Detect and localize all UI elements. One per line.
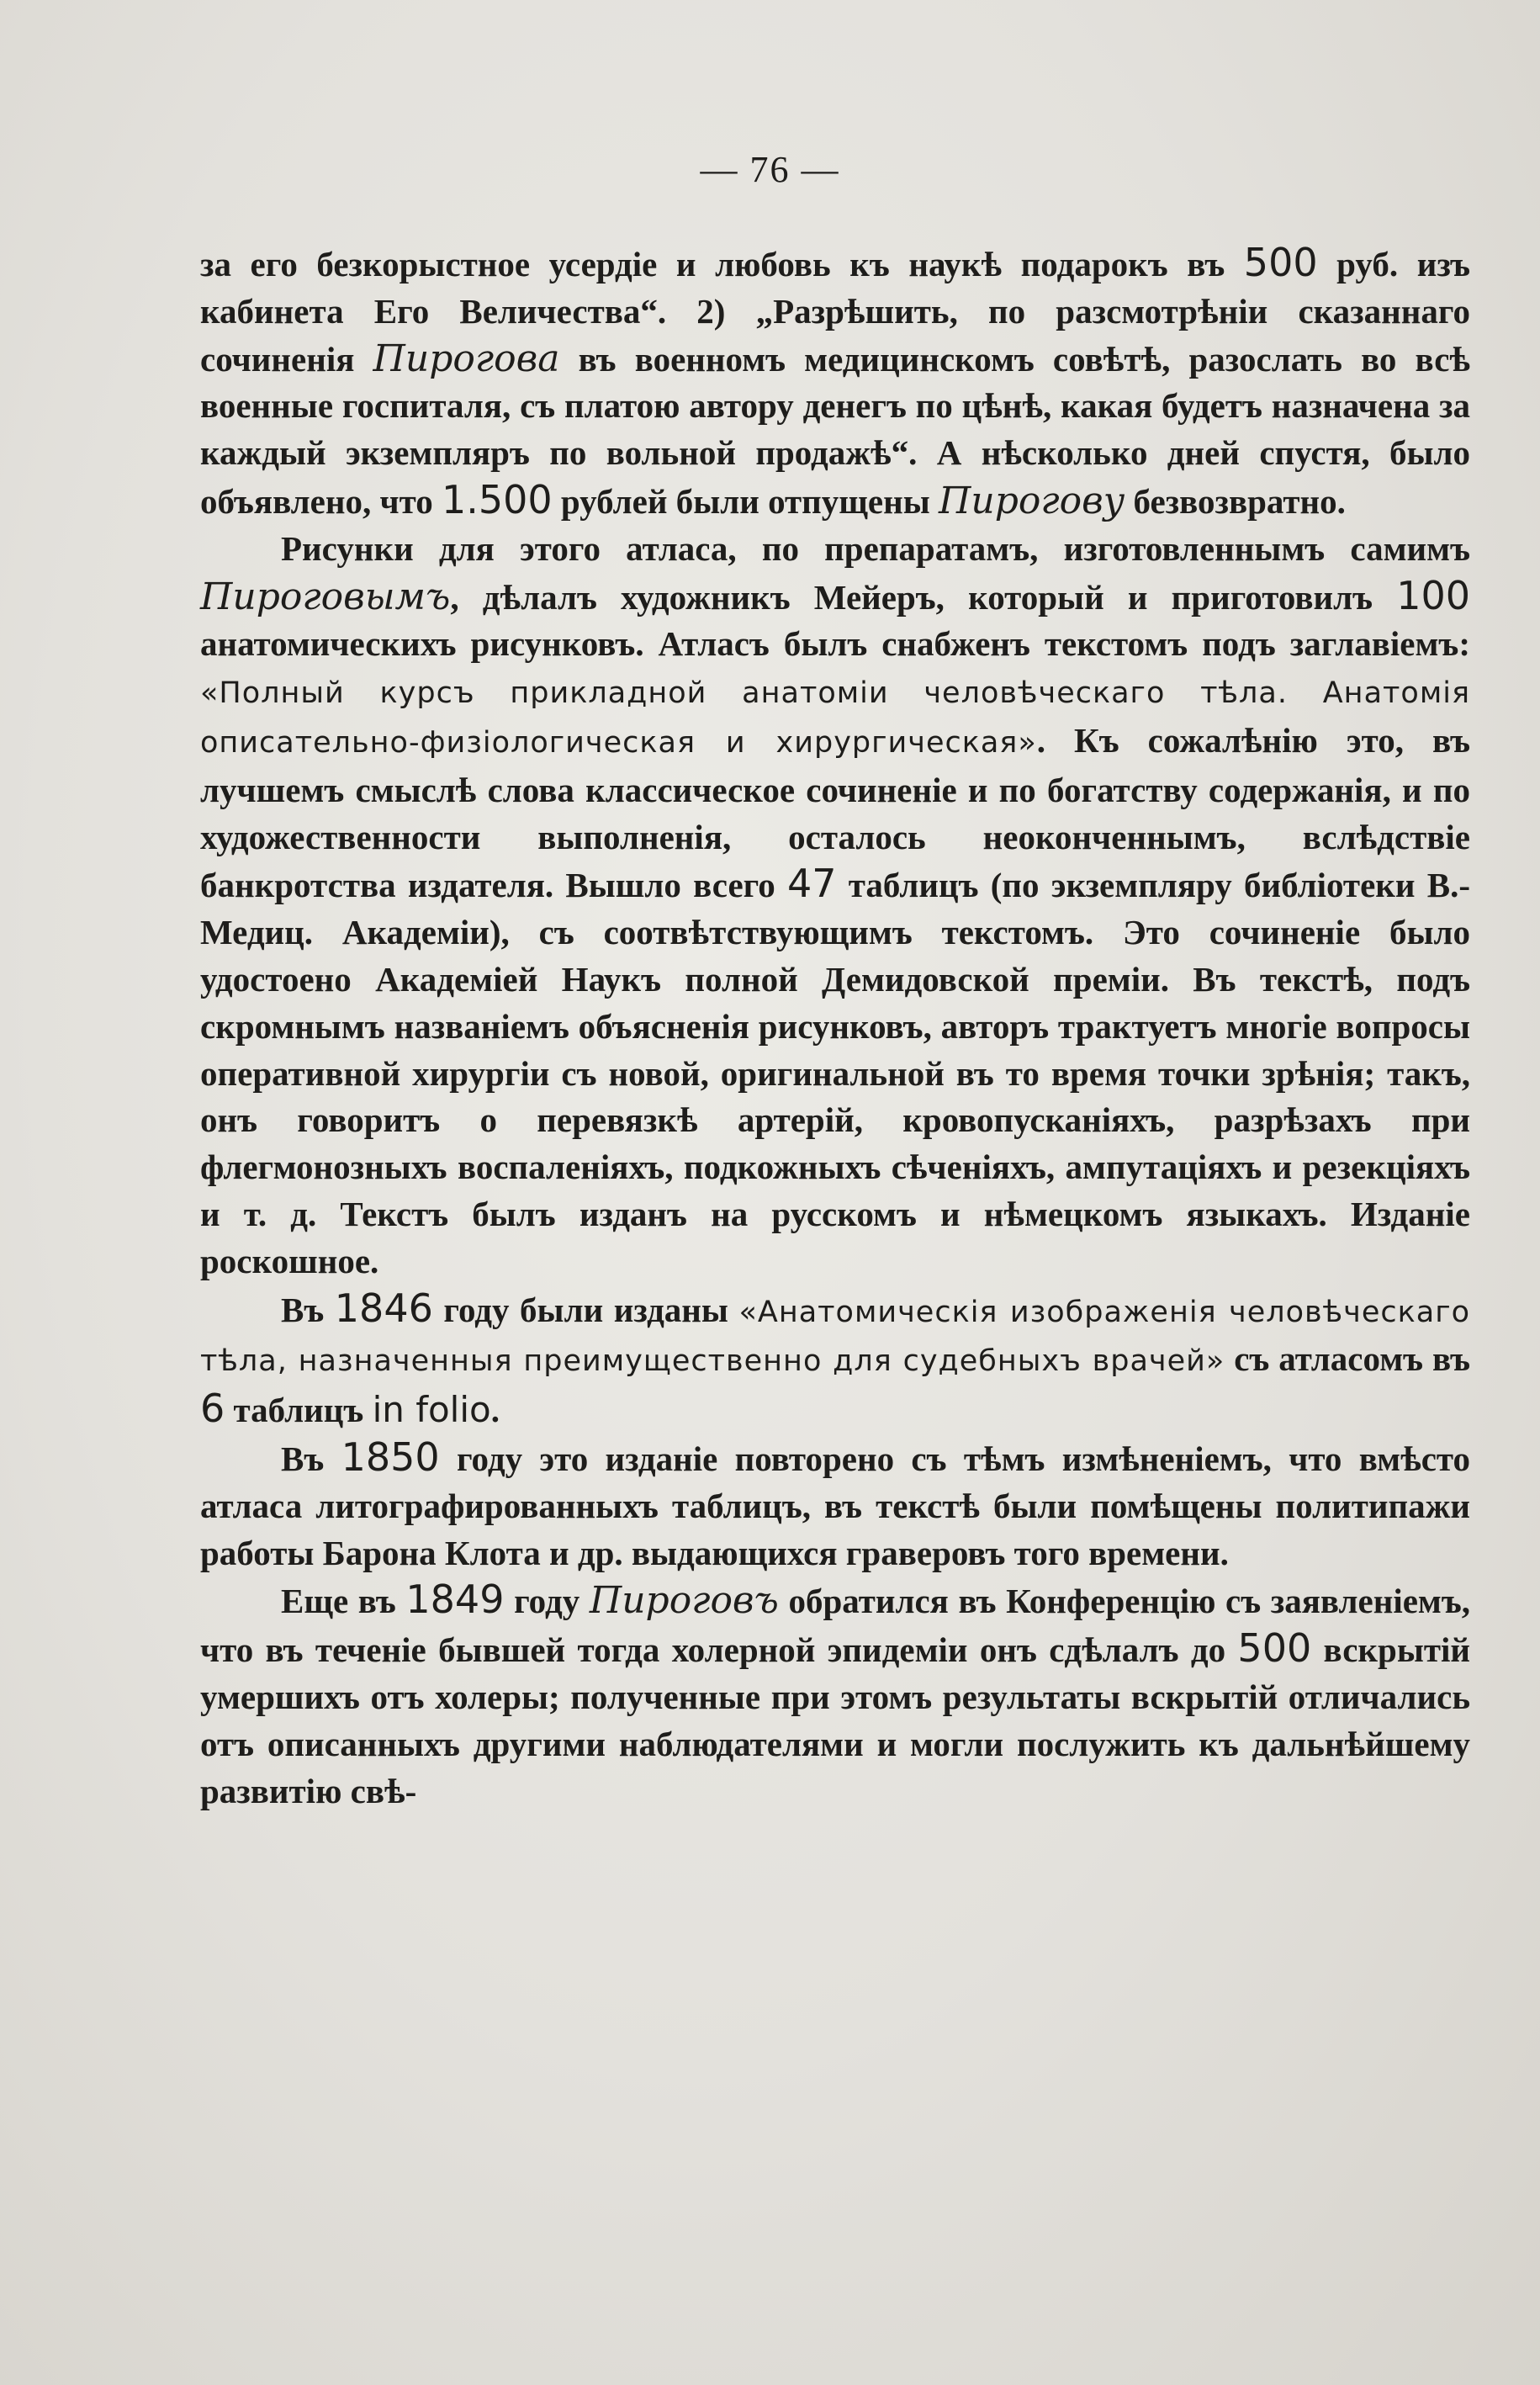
number-span: 1850 [341,1434,440,1480]
text-span: за его безкорыстное усердіе и любовь къ наукѣ подарокъ въ [200,245,1244,284]
text-span: Рисунки для этого атласа, по препаратамъ, изготовленнымъ самимъ [281,528,1470,568]
text-span: въ военномъ медицинскомъ совѣтѣ, разослать во всѣ военные госпиталя, съ платою автору денегъ по цѣнѣ, какая будетъ назначена за каждый экземпляръ по вольной продажѣ“. А нѣсколько дней спустя, было объявлено, что [200,339,1470,521]
text-span: вскрытій умершихъ отъ холеры; полученные при этомъ результаты вскрытій отличались отъ описанныхъ другими наблюдателями и могли послужить къ дальнѣйшему развитію свѣ- [200,1630,1470,1810]
text-span: таблицъ [225,1391,373,1430]
text-span: . [490,1391,500,1430]
paragraph-1 [200,240,1470,526]
number-span: 1.500 [441,476,553,522]
text-span: обратился въ Конференцію съ заявленіемъ, что въ теченіе бывшей тогда холерной эпидеміи онъ сдѣлалъ до [200,1582,1471,1670]
text-span: году [504,1582,590,1621]
text-span: анатомическихъ рисунковъ. Атласъ былъ снабженъ текстомъ подъ заглавіемъ: [200,624,1470,664]
number-span: 1846 [334,1285,433,1331]
number-span: 500 [1237,1625,1312,1672]
surname-span: Пироговъ [589,1579,779,1623]
text-span: съ атласомъ въ [1225,1339,1471,1379]
number-span: 100 [1396,572,1470,618]
latin-term-span: in folio [372,1389,491,1431]
text-span: таблицъ (по экземпляру библіотеки В.-Медиц. Академіи), съ соотвѣтствующимъ текстомъ. Это сочиненіе было удостоено Академіей Наукъ полной Демидовской преміи. Въ текстѣ, подъ скромнымъ названіемъ объясненія рисунковъ, авторъ трактуетъ многіе вопросы оперативной хирургіи съ новой, оригинальной въ то время точки зрѣнія; такъ, онъ говоритъ о перевязкѣ артерій, кровопусканіяхъ, разрѣзахъ при флегмонозныхъ воспаленіяхъ, подкожныхъ сѣченіяхъ, ампутаціяхъ и резекціяхъ и т. д. Текстъ былъ изданъ на русскомъ и нѣмецкомъ языкахъ. Изданіе роскошное. [200,866,1471,1280]
number-span: 1849 [405,1577,505,1623]
paragraph-5 [200,1577,1470,1815]
text-span: . Къ сожалѣнію это, въ лучшемъ смыслѣ слова классическое сочиненіе и по богатству содержанія, и по художественности выполненія, осталось неоконченнымъ, вслѣдствіе банкротства издателя. Вышло всего [200,720,1470,905]
book-title-quote: «Полный курсъ прикладной анатоміи человѣческаго тѣла. Анатомія описательно-физіологическая и хирургическая» [200,676,1470,760]
surname-span: Пироговымъ [200,575,451,618]
number-span: 47 [786,861,837,907]
text-span: году были изданы [432,1290,739,1329]
page-body [200,240,1470,1815]
page-number: — 76 — [700,149,840,190]
surname-span: Пирогову [939,479,1125,522]
text-span: руб. изъ кабинета Его Величества“. 2) „Разрѣшить, по разсмотрѣніи сказаннаго сочиненія [200,245,1470,379]
text-span: безвозвратно. [1125,481,1346,521]
text-span: , дѣлалъ художникъ Мейеръ, который и приготовилъ [450,577,1397,617]
text-span: Еще въ [281,1582,406,1621]
text-span: Въ [281,1439,341,1478]
book-title-quote: «Анатомическія изображенія человѣческаго тѣла, назначенныя преимущественно для судебныхъ врачей» [200,1295,1471,1379]
text-span: рублей были отпущены [552,481,939,521]
text-span: Въ [281,1290,335,1329]
paragraph-4 [200,1434,1470,1577]
text-span: году это изданіе повторено съ тѣмъ измѣненіемъ, что вмѣсто атласа литографированныхъ таблицъ, въ текстѣ были помѣщены политипажи работы Барона Клота и др. выдающихся граверовъ того времени. [200,1439,1470,1572]
number-span: 500 [1243,240,1318,285]
paragraph-3 [200,1285,1470,1434]
number-span: 6 [200,1386,225,1432]
surname-span: Пирогова [373,337,560,380]
paragraph-2 [200,526,1470,1285]
